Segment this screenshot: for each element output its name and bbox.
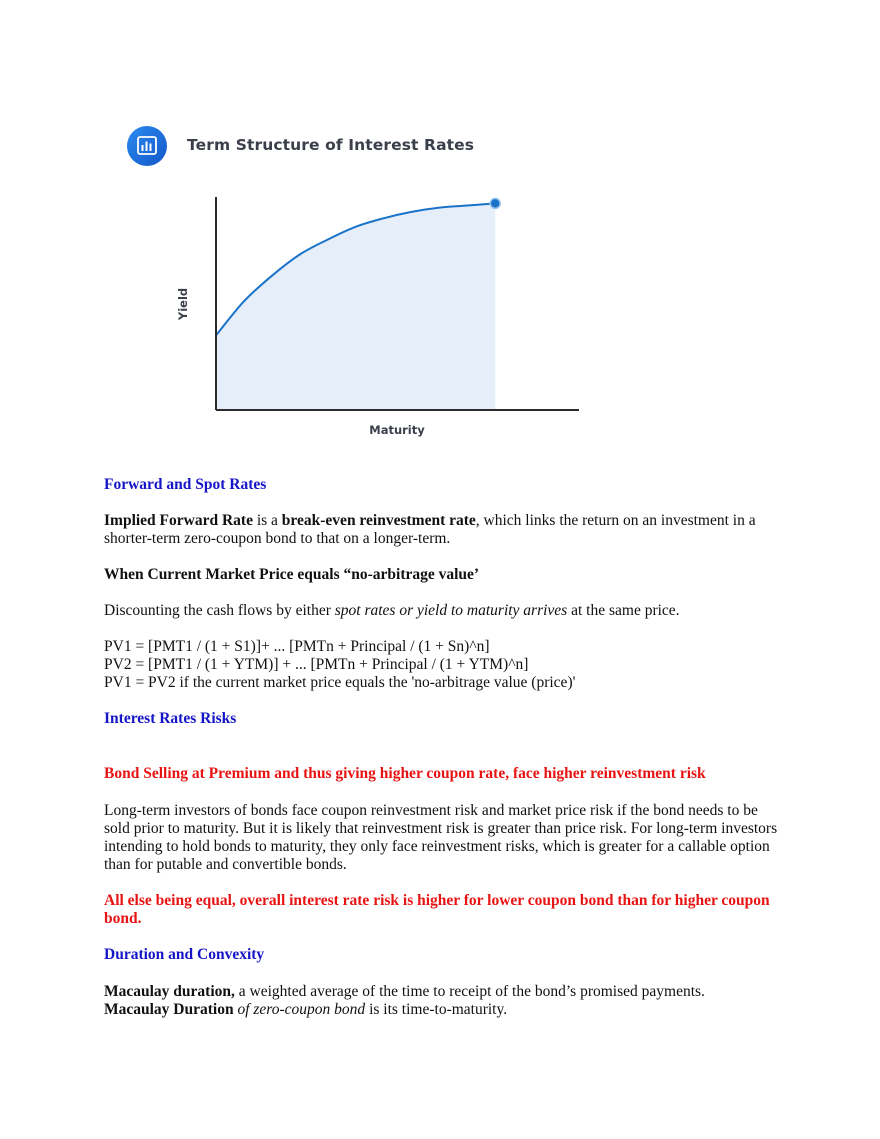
macaulay-term: Macaulay duration, <box>104 983 235 1000</box>
implied-forward-paragraph <box>104 512 784 548</box>
term-structure-chart <box>0 0 880 460</box>
duration-heading: Duration and Convexity <box>104 946 265 963</box>
longterm-paragraph: Long-term investors of bonds face coupon reinvestment risk and market price risk if the bond needs to be sold prior to maturity. But it is likely that reinvestment risk is greater than price risk. For long-term investors intending to hold bonds to maturity, they only face reinvestment risks, which is greater for a callable option than for putable and convertible bonds. <box>104 802 778 873</box>
y-axis-label: Yield <box>176 287 190 321</box>
figure-title: Term Structure of Interest Rates <box>187 136 475 154</box>
overall-risk-heading: All else being equal, overall interest rate risk is higher for lower coupon bond than for higher coupon bond. <box>104 892 770 927</box>
macaulay-paragraph: Macaulay duration, a weighted average of the time to receipt of the bond’s promised payments. <box>104 983 705 1000</box>
break-even-term: break-even reinvestment rate <box>281 512 476 529</box>
forward-spot-heading: Forward and Spot Rates <box>104 476 267 493</box>
formula-2: PV2 = [PMT1 / (1 + YTM)] + ... [PMTn + Principal / (1 + YTM)^n] <box>104 656 529 673</box>
yield-area <box>216 203 495 410</box>
macaulay-duration-term: Macaulay Duration <box>104 1001 234 1018</box>
formula-1: PV1 = [PMT1 / (1 + S1)]+ ... [PMTn + Principal / (1 + Sn)^n] <box>104 638 490 655</box>
no-arbitrage-heading: When Current Market Price equals “no-arbitrage value’ <box>104 566 480 583</box>
formula-3: PV1 = PV2 if the current market price equals the 'no-arbitrage value (price)' <box>104 674 576 691</box>
discount-italic: spot rates or yield to maturity arrives <box>334 602 568 619</box>
document-body <box>104 476 784 1019</box>
discount-paragraph: Discounting the cash flows by either spot rates or yield to maturity arrives at the same price. <box>104 602 680 619</box>
premium-heading: Bond Selling at Premium and thus giving higher coupon rate, face higher reinvestment risk <box>104 765 706 782</box>
implied-forward-rest: , which links the return on an investment in a shorter-term zero-coupon bond to that on a longer-term. <box>104 512 756 547</box>
x-axis-label: Maturity <box>369 423 425 437</box>
implied-forward-term: Implied Forward Rate <box>104 512 253 529</box>
curve-endpoint-marker <box>490 198 500 208</box>
risks-heading: Interest Rates Risks <box>104 710 237 727</box>
implied-forward-mid: is a <box>252 512 282 529</box>
term-structure-figure <box>0 0 880 460</box>
macaulay-zero-coupon-paragraph: Macaulay Duration of zero-coupon bond is its time-to-maturity. <box>104 1001 508 1018</box>
